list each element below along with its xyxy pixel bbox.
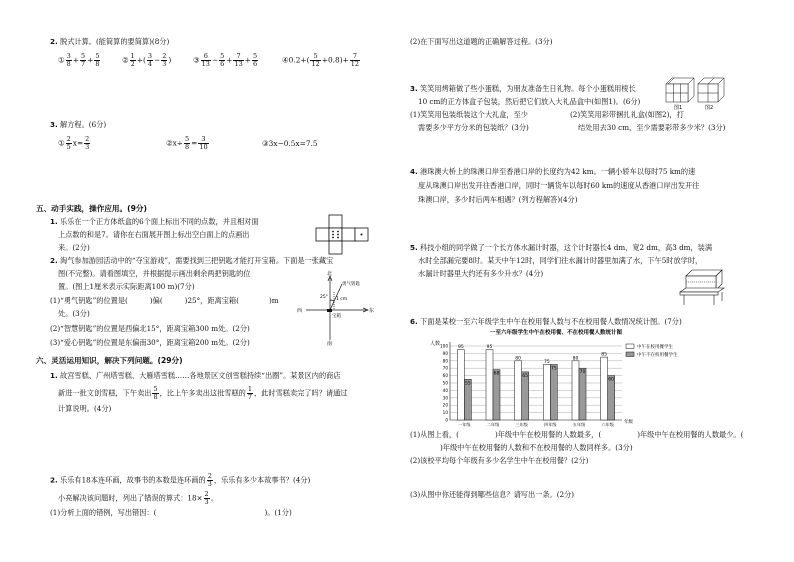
q2-expr-4: ④0.2+( $\frac{5}{12}$ +0.8)+ $\frac{7}{12}$ xyxy=(282,52,360,68)
q3-eq-3: ③3x−0.5x=7.5 xyxy=(262,139,318,148)
p2-line-2: 图(不完整)。请看图填空，并根据提示画出剩余两把钥匙的位 xyxy=(58,269,251,278)
fig2-caption: 图2 xyxy=(705,105,714,110)
map-box-label: 宝箱 xyxy=(332,314,341,319)
q3-eq-1: ① $\frac{2}{5}$ x= $\frac{2}{3}$ xyxy=(58,135,90,151)
r6-q2: (2)该校平均每个年级有多少名学生中午在校用餐？(2分) xyxy=(410,456,589,465)
map-south: 南 xyxy=(327,341,333,346)
r3-a-2: 需要多少平方分米的包装纸？(3分) xyxy=(418,123,529,132)
bar-value-label: 60 xyxy=(608,377,615,383)
y-tick-label: 100 xyxy=(440,343,448,349)
map-east: 东 xyxy=(369,308,375,314)
p2-sub2: (2)“智慧钥匙”的位置是西偏北15°，距离宝箱300 m处。(2分) xyxy=(50,324,250,333)
s1-line-1: 1. 故宫雪糕、广州塔雪糕、大雁塔雪糕……各地景区文创雪糕持续“出圈”。某景区内的商店 xyxy=(50,371,341,380)
q2-expr-3: ③ $\frac{6}{13}$ − $\frac{5}{6}$ + $\frac{7}{13}$ + $\frac{5}{6}$ xyxy=(193,52,258,68)
bar-chart xyxy=(430,328,720,432)
s2-line-2: 小亮解决该问题时，列出了错误的算式：18× $\frac{2}{3}$ 。 xyxy=(58,490,218,506)
y-tick-label: 10 xyxy=(442,410,448,416)
treasure-map xyxy=(296,270,376,346)
r3-line-2: 10 cm的正方体盒子包装，然后把它们放入大礼品盒中(如图1)。(6分) xyxy=(418,97,641,106)
s1-line-3: 计算说明。(4分) xyxy=(58,404,112,413)
r5-line-2: 水时全部漏完要8时。某天中午12时，同学们往水漏计时器里加满了水，下午5时放学时， xyxy=(418,256,703,265)
y-tick-label: 80 xyxy=(442,358,448,364)
bar-value-label: 95 xyxy=(457,345,464,351)
section-6-title: 六、灵活运用知识，解决下列问题。(29分) xyxy=(36,356,183,365)
p1-line-3: 来。(2分) xyxy=(58,243,90,252)
r6-title: 6. 下面是某校一至六年级学生中午在校用餐人数与不在校用餐人数情况统计图。(7分) xyxy=(410,317,682,326)
s2-line-1: 2. 乐乐有18本连环画，故事书的本数是连环画的 $\frac{2}{3}$ ，乐乐有多少本故事书？(4分) xyxy=(50,472,311,488)
bar-value-label: 75 xyxy=(550,366,557,372)
legend-label: 中午在校用餐学生 xyxy=(637,345,673,350)
r3-line-1: 3. 笑笑用烤箱做了些小蛋糕，为朋友准备生日礼物。每个小蛋糕用棱长 xyxy=(410,84,636,93)
bar-value-label: 75 xyxy=(543,360,550,365)
bar-not-in-school xyxy=(493,370,500,420)
bar-value-label: 95 xyxy=(486,345,493,351)
x-tick-label: 二年级 xyxy=(486,422,500,427)
bar-value-label: 70 xyxy=(579,370,586,376)
r3-b-1: (2)笑笑用彩带捆扎礼盒(如图2)，打 xyxy=(570,110,684,119)
p2-sub3: (3)“爱心钥匙”的位置是东偏南30°，距离宝箱200 m处。(2分) xyxy=(50,338,250,347)
bar-value-label: 85 xyxy=(601,352,608,358)
legend-swatch xyxy=(626,352,634,357)
y-tick-label: 30 xyxy=(442,395,448,401)
s2-line-3: (1)分析上面的错例，写出错因：( )。(1分) xyxy=(50,508,292,517)
p2-line-1: 2. 淘气参加游园活动中的“夺宝游戏”，需要找到三把钥匙才能打开宝箱。下面是一张藏宝 xyxy=(50,256,334,265)
r4-line-3: 珠澳口岸，多少时后两车相遇？(列方程解答)(4分) xyxy=(418,195,578,204)
y-tick-label: 20 xyxy=(442,402,448,408)
legend-label: 中午不在校用餐学生 xyxy=(637,353,678,358)
r6-q1-line-1: (1)从图上看，( )年级中午在校用餐的人数最多，( )年级中午在校用餐的人数最少。( xyxy=(410,430,744,439)
s1-line-2: 新进一批文创雪糕，下午卖出 $\frac{5}{8}$ ，比上午多卖出这批雪糕的 $\frac{1}{7}$ ，此时雪糕卖完了吗？请通过 xyxy=(58,385,348,401)
q2-expr-2: ② $\frac{1}{2}$ +( $\frac{3}{4}$ − $\frac{2}{3}$ ) xyxy=(122,52,172,68)
p2-sub1: (1)“勇气钥匙”的位置是( )偏( )25°，距离宝箱( )m xyxy=(50,296,279,305)
x-tick-label: 三年级 xyxy=(515,422,528,427)
section-5-title: 五、动手实践，操作应用。(9分) xyxy=(36,204,147,213)
bar-in-school xyxy=(572,361,579,420)
cube-net-figure xyxy=(310,213,370,257)
chart-title: 一至六年级学生中午在校用餐、不在校用餐人数统计图 xyxy=(490,330,623,336)
q3-number: 3. xyxy=(50,120,58,129)
bar-in-school xyxy=(601,357,608,420)
y-tick-label: 70 xyxy=(442,365,448,371)
x-tick-label: 六年级 xyxy=(601,422,614,427)
chart-ylabel: 人数 xyxy=(430,341,441,347)
fig1-caption: 图1 xyxy=(674,105,683,110)
q2-number: 2. xyxy=(50,37,58,46)
r3-b-2: 结处用去30 cm，至少需要彩带多少米？(3分) xyxy=(578,123,726,132)
bar-in-school xyxy=(457,350,464,420)
x-tick-label: 一年级 xyxy=(458,422,471,427)
q2-expr-1: ① $\frac{3}{8}$ + $\frac{5}{7}$ + $\frac{5}{8}$ xyxy=(58,52,100,68)
map-angle: 25° xyxy=(320,295,328,300)
chart-xlabel: 年级 xyxy=(624,420,633,425)
map-scale: 1 cm xyxy=(336,297,348,302)
r6-q3: (3)从图中你还能得到哪些信息？请写出一条。(2分) xyxy=(410,490,575,499)
map-west: 西 xyxy=(297,308,303,314)
y-tick-label: 0 xyxy=(445,417,448,423)
bar-value-label: 68 xyxy=(493,371,500,377)
r4-line-2: 度从珠澳口岸出发开往香港口岸，同时一辆货车以每时60 km的速度从香港口岸出发开往 xyxy=(418,181,700,190)
bar-value-label: 80 xyxy=(572,356,579,362)
bar-in-school xyxy=(486,350,493,420)
q3-title: 解方程。(6分) xyxy=(60,120,107,129)
r6-q1-line-2: )年级中午在校用餐的人数和不在校用餐的人数同样多。(3分) xyxy=(440,443,633,452)
water-timer-figure xyxy=(678,268,726,308)
bar-in-school xyxy=(515,361,522,420)
gift-box-figures xyxy=(664,74,726,110)
map-north: 北 xyxy=(327,271,333,277)
bar-not-in-school xyxy=(522,372,529,420)
p1-line-1: 1. 乐乐在一个正方体纸盒的6个面上标出不同的点数，并且相对面 xyxy=(50,217,259,226)
y-tick-label: 90 xyxy=(442,350,448,356)
y-tick-label: 60 xyxy=(442,373,448,379)
r4-line-1: 4. 港珠澳大桥上的珠澳口岸至香港口岸的长度约为42 km。一辆小轿车以每时75 km的速 xyxy=(410,167,696,176)
r0-line: (2)在下面写出这道题的正确解答过程。(3分) xyxy=(410,37,553,46)
r5-line-3: 水漏计时器里大约还有多少升水？(4分) xyxy=(418,269,544,278)
bar-value-label: 55 xyxy=(464,381,471,387)
x-tick-label: 五年级 xyxy=(572,422,586,427)
q3-eq-2: ②x÷ $\frac{5}{8}$ = $\frac{3}{10}$ xyxy=(166,135,208,151)
map-key-label: 勇气钥匙 xyxy=(342,282,360,287)
y-tick-label: 40 xyxy=(442,387,448,393)
legend-swatch xyxy=(626,344,634,349)
r3-a-1: (1)笑笑用包装纸装这个大礼盒，至少 xyxy=(410,110,528,119)
p1-line-2: 上点数的和是7。请你在右面展开图上标出空白面上的点画出 xyxy=(58,230,250,239)
p2-sub1-cont: 处。(3分) xyxy=(58,309,90,318)
q2-title: 脱式计算。(能简算的要简算)(8分) xyxy=(60,37,170,46)
bar-in-school xyxy=(543,365,550,421)
x-tick-label: 四年级 xyxy=(544,422,557,427)
q2-heading xyxy=(50,37,169,47)
p2-line-3: 置。(图上1厘米表示实际距离100 m)(7分) xyxy=(58,282,195,291)
y-tick-label: 50 xyxy=(442,380,448,386)
q3-heading xyxy=(50,120,106,130)
r5-line-1: 5. 科技小组的同学做了一个长方体水漏计时器，这个计时器长4 dm，宽2 dm，高3 dm，装满 xyxy=(410,243,713,252)
bar-not-in-school xyxy=(579,368,586,420)
bar-not-in-school xyxy=(550,365,557,421)
bar-value-label: 65 xyxy=(522,373,529,379)
bar-value-label: 80 xyxy=(515,356,522,362)
